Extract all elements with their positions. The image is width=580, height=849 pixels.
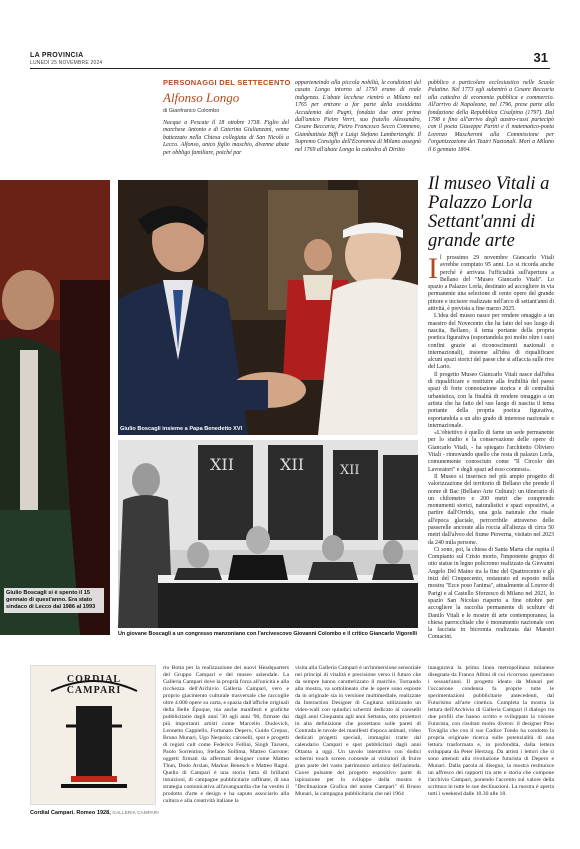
article-paragraph: Il Museo si inserisce nel più ampio progetto di valorizzazione del territorio di Bellano che prende il nome di Bac (Bellano Arte Cultura): un itinerario di un chilometro e 200 metri che comprende monumenti storici, naturalistici e spazi espositivi, a partire dall'Orrido, una gola naturale che risale all'epoca glaciale, percorribile attraverso delle passerelle ancorate alla roccia all'altezza di circa 50 metri dall'alveo del fiume Pioverna, visitato nel 2023 da 240 mila persone. <box>428 473 554 546</box>
article-dropcap: I <box>428 252 438 285</box>
article-paragraph: L'idea del museo nasce per rendere omaggio a un maestro del Novecento che ha fatto del suo luogo di nascita, Bellano, il tema portante della propria poetica figurativa (esportandola poi molto oltre i suoi confini grazie ai riconoscimenti nazionali e internazionali), insieme all'idea di riqualificare alcuni spazi storici del paese che si affaccia sulle rive del Lario. <box>428 313 554 371</box>
pope-illustration <box>118 180 418 435</box>
poster-lettering: CORDIAL CAMPARI <box>66 674 122 696</box>
article-paragraph: Ci sono, poi, la chiesa di Santa Marta che ospita il Compianto sul Cristo morto, l'imponente gruppo di otto statue in legno policromo realizzato da Giovanni Angelo Del Maino tra la fine del Quattrocento e gli inizi del Cinquecento, restaurato ed esposto nella mostra "Ecce poso l'anima", attualmente al Louvre di Parigi e al Castello Sforzesco di Milano nel 2021, lo spazio San Nicolao riaperto a fine ottobre per accogliere la raccolta permanente di sculture di Danilo Vitali e le mostre di arte contemporanea; la chiesa parrocchiale che è monumento nazionale con la facciata in bicromia realizzata dai Maestri Comacini. <box>428 546 554 641</box>
sidebar-column-2: apparteneindo alla piccola nobiltà, le condizioni del casato Longo intorno al 1750 erano di reale indigenza. L'abate lecchese rientrò a Milano nel 1765 per entrare a far parte della cosiddetta Accademia dei Pugni, fondata due anni prima dall'amico Pietro Verri, suo fratello Alessandro, Cesare Beccaria, Pietro Francesco Secco Comneno, Giambattista Biffi e Luigi Stefano Lambertenghi. Il Supremo Consiglio dell'Economia di Milano assegnò nel 1769 all'abate Longo la cattedra di Diritto <box>295 80 421 153</box>
sidebar-column-3: pubblico e particolare ecclesiastico nelle Scuole Palatine. Nel 1773 egli subentrò a Cesare Beccaria alla cattedra di economia pubblica e commercio. All'arrivo di Napoleone, nel 1796, prese parte alla fondazione della Repubblica Cisalpina (1797). Dal 1798 e fino all'arrivo degli austro-russi partecipò con il poeta Giuseppe Parini e il matematico-poeta Lorenzo Mascheroni alla Commissione per l'organizzazione dei Teatri Nazionali. Morì a Milano il 6 gennaio 1804. <box>428 80 554 153</box>
svg-text:XII: XII <box>210 455 235 474</box>
sidebar-title: Alfonso Longo <box>163 90 240 105</box>
article-paragraph: Il progetto Museo Giancarlo Vitali nasce dall'idea di riqualificare e restituire alla fruibilità del paese spazi di forte connotazione storica e di centralità urbanistica, con la finalità di rendere omaggio a un artista che ha fatto del suo luogo di nascita il tema portante della propria poetica figurativa, esportandola a un alto grado di interesse nazionale e internazionale. <box>428 371 554 429</box>
article-paragraph: «L'obiettivo è quello di farne un sede permanente per lo studio e la conservazione delle opere di Giancarlo Vitali, - ha spiegato l'architetto Oliviero Vitali - rinnovando quello che resta di palazzo Lorla, comunemente conosciuto come "Il Circolo dei Lavoratori" e degli spazi ad esso connessi». <box>428 430 554 473</box>
bottom-column-3: inaugurava la prima linea metropolitana milanese disegnata da Franco Albini di cui ricorrono quest'anno i sessant'anni. Il progetto ideato da Munari per l'occasione condensa fa proprie tutte le sperimentazioni pubblicitarie antecedenti, dal Futurismo all'arte cinetica. Completa la mostra la lettura dell'Archivio di Galleria Campari il dialogo tra due profili che hanno scritto e sviluppato la visione Futurista, con risultati molto diversi: il designer Pino Tovaglia che con il suo Codice Tondo ha condotto la propria originale ricerca sulle potenzialità di una lettura trasformata e, in profondità, dalla lettera sviluppata da Peter Hertzog. Da artisti i lettori che si sono attenuti alla rivoluzione futurista di Depero e Munari. Dalla parola al disegno, la mostra restituisce un affresco dei rapporti tra arte e storia che compone l'archivio Campari, ponendo l'accento sul valore della scrittura in tutte le sue declinazioni. La mostra è aperta tutti i weekend dalle 10.30 alle 18. <box>428 665 554 797</box>
bottom-column-2: visita alla Galleria Campari è un'immersione sensoriale nei principi di vitalità e precisione verso il futuro che da sempre hanno caratterizzato il marchio. Tornando alla mostra, va sottolineato che le opere sono esposte da in originale sia in versione multimediale, realizzate da Interaction Designer di Cogitanz utilizzando un video-wall con quindici schermi dedicato ai caroselli dagli anni Cinquanta agli anni Settanta, otto proiettori in alta definizione che proiettano sulle pareti di Contrada le tavole dei manifesti d'epoca animati, video dedicati progetti speciali, immagini tratte dal calendario Campari e spot pubblicitari dagli anni Ottanta a oggi. Un tavolo interattivo con dodici schermi touch screen consente ai visitatori di fruire gran parte del vasto patrimonio artistico dell'azienda. Cuore pulsante del progetto espositivo parte di ispirazione per lo sviluppo della mostra è "Declinazione Grafica del nome Campari" di Bruno Munari, la campagna pubblicitaria che nel 1964 <box>295 665 421 797</box>
congress-photo-caption: Un giovane Boscagli a un congresso manzoniano con l'arcivescovo Giovanni Colombo e il critico Giancarlo Vigorelli <box>118 631 417 637</box>
congress-illustration <box>118 440 418 628</box>
poster-credit: GALLERIA CAMPARI <box>112 810 159 815</box>
page-number: 31 <box>533 50 548 65</box>
campari-poster <box>30 665 156 805</box>
pope-photo <box>118 180 418 435</box>
sidebar-column-1: Nacque a Pescate il 18 ottobre 1738. Figlio del marchese Antonio e di Caterina Giulianzani, venne battezzato nella Chiesa collegiata di San Nicolò a Lecco. Alfonso, unico figlio maschio, divenne abate per obbligo familiare, poiché par <box>163 120 289 156</box>
left-photo-caption: Giulio Boscagli si è spento il 15 gennaio di quest'anno. Era stato sindaco di Lecco dal 1986 al 1993 <box>4 588 104 613</box>
masthead: LA PROVINCIA <box>30 52 84 59</box>
article-headline: Il museo Vitali a Palazzo Lorla Settant'anni di grande arte <box>428 174 550 251</box>
poster-caption <box>30 809 170 817</box>
congress-photo <box>118 440 418 628</box>
pope-photo-caption: Giulio Boscagli insieme a Papa Benedetto XVI <box>120 426 243 432</box>
sidebar-byline: di Gianfranco Colombo <box>163 108 220 114</box>
portrait-illustration <box>0 180 110 635</box>
dateline: LUNEDÌ 25 NOVEMBRE 2024 <box>30 60 103 66</box>
bottom-column-1: rio Botta per la realizzazione dei nuovi Headquarters del Gruppo Campari e del museo aziendale. La Galleria Campari dove la proprià forza all'unicità e alla ricchezza dell'Archivio Galleria Campari, vero e proprio giacimento culturale trasversale che raccoglie oltre 4.000 opere su carta, e spazia dall'affiche originali della Belle Époque, ma anche manifesti e grafiche pubblicitarie dagli anni '30 agli anni '90, firmate dai più importanti artisti come Marcello Dudovich, Leonetto Cappiello, Fortunato Depero, Guido Crepax, Bruno Munari, Ugo Nespolo; caroselli, spot e progetti di registi cult come Federico Fellini, Singh Tarsem, Paolo Sorrentino, Stefano Sollima, Matteo Garrone; oggetti firmati da affermati designer come Matteo Thun, Dodo Arslan, Markus Benesch e Matteo Ragni. Quello di Campari è una storia fatta di brillanti intuizioni, di campagne pubblicitarie raffinate, di una strategia comunicativa all'avanguardia che ha vestito il prodotto d'arte e design e ha saputo associarlo alla cultura e alla creatività italiane la <box>163 665 289 804</box>
article-paragraph: l prossimo 29 novembre Giancarlo Vitali avrebbe compiuto 95 anni. Lo si ricorda anche perché è arrivata l'ufficialità sull'apertura a Bellano del "Museo Giancarlo Vitali". Lo spazio a Palazzo Lorla, destinato ad accogliere in via permanente una selezione di cento opere del grande pittore e incisore realizzate nell'arco di settant'anni di attività, è prevista a fine marzo 2025. <box>428 255 554 313</box>
article-body <box>428 252 554 642</box>
poster-caption-text: Cordial Campari. Romeo 1928, <box>30 810 111 816</box>
boscagli-portrait-photo <box>0 180 110 635</box>
svg-text:XII: XII <box>340 463 360 478</box>
sidebar-kicker: PERSONAGGI DEL SETTECENTO <box>163 78 291 87</box>
header-rule <box>30 68 550 69</box>
svg-text:XII: XII <box>280 455 305 474</box>
